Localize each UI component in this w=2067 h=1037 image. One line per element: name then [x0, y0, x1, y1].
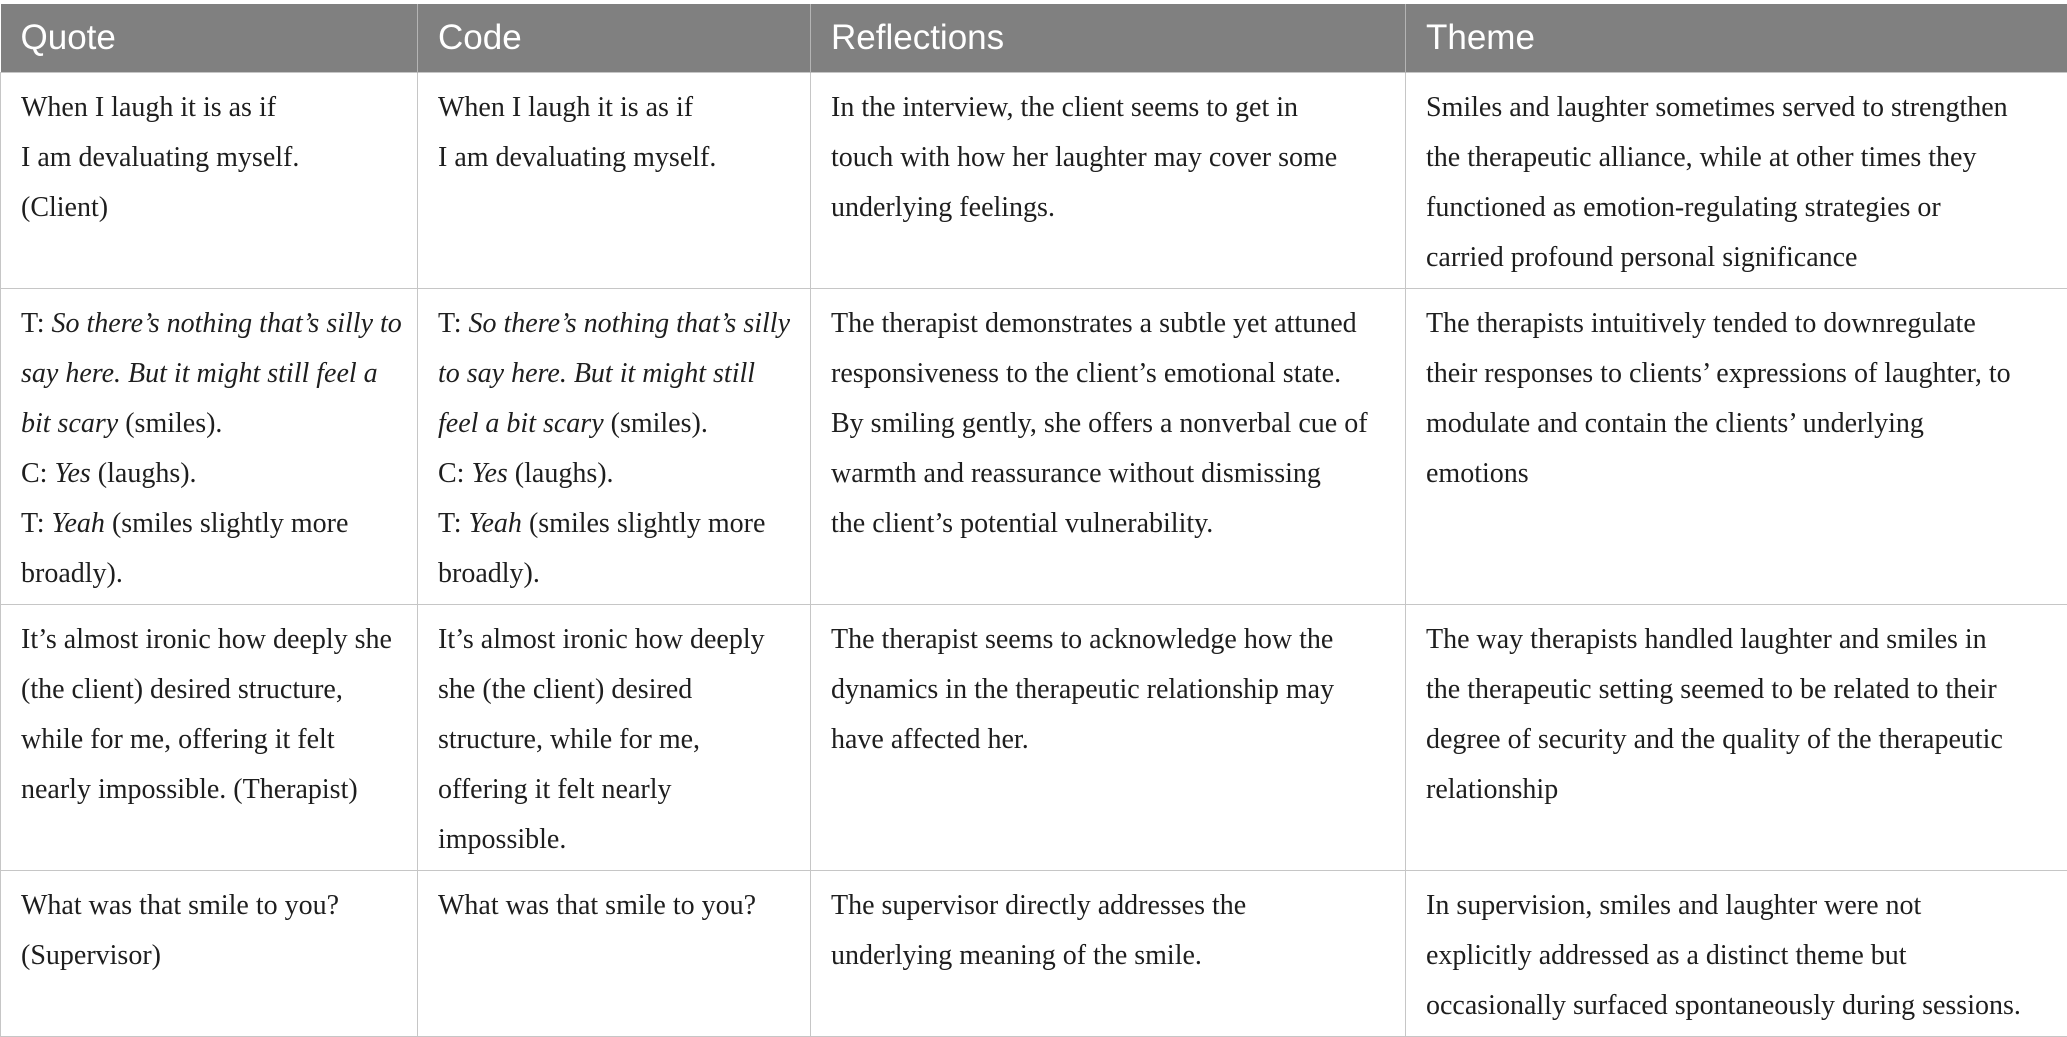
cell-line [21, 549, 397, 599]
cell-line: By smiling gently, she offers a nonverbal cue of [831, 408, 1368, 439]
reflections-cell [811, 605, 1406, 871]
header-quote: Quote [1, 4, 418, 73]
code-cell [418, 605, 811, 871]
theme-cell [1406, 871, 2067, 1037]
italic-text: Yes [54, 458, 91, 489]
data-table [0, 4, 2067, 1037]
cell-line: occasionally surfaced spontaneously during sessions. [1426, 990, 2021, 1021]
table-body [1, 73, 2067, 1037]
cell-line: In supervision, smiles and laughter were not [1426, 890, 1922, 921]
cell-line: The supervisor directly addresses the [831, 890, 1247, 921]
cell-line [21, 349, 397, 399]
cell-line: underlying meaning of the smile. [831, 940, 1202, 971]
cell-line: The therapist seems to acknowledge how the [831, 624, 1334, 655]
line-suffix: (smiles slightly more [521, 508, 766, 539]
cell-line: What was that smile to you? [21, 890, 340, 921]
reflections-cell [811, 73, 1406, 289]
cell-line: offering it felt nearly [438, 774, 672, 805]
cell-line: (Supervisor) [21, 940, 161, 971]
header-code: Code [418, 4, 811, 73]
table-row [1, 73, 2067, 289]
cell-line: the therapeutic setting seemed to be related to their [1426, 674, 1997, 705]
table-row [1, 289, 2067, 605]
quote-cell [1, 289, 418, 605]
cell-line [21, 449, 397, 499]
line-suffix: (laughs). [507, 458, 614, 489]
line-prefix: T: [438, 508, 469, 539]
cell-line: relationship [1426, 774, 1559, 805]
italic-text: Yeah [51, 508, 105, 539]
header-reflections: Reflections [811, 4, 1406, 73]
cell-line: underlying feelings. [831, 192, 1055, 223]
cell-line: the client’s potential vulnerability. [831, 508, 1214, 539]
quote-cell [1, 73, 418, 289]
cell-line: The therapists intuitively tended to downregulate [1426, 308, 1976, 339]
cell-line: It’s almost ironic how deeply [438, 624, 765, 655]
cell-line: structure, while for me, [438, 724, 701, 755]
italic-text: So there’s nothing that’s silly [468, 308, 790, 339]
line-prefix: T: [21, 308, 52, 339]
cell-line [438, 549, 790, 599]
line-suffix: (smiles). [603, 408, 708, 439]
cell-line: Smiles and laughter sometimes served to strengthen [1426, 92, 2008, 123]
code-cell [418, 289, 811, 605]
code-cell [418, 73, 811, 289]
line-prefix: broadly). [438, 558, 540, 589]
cell-line: In the interview, the client seems to get in [831, 92, 1299, 123]
cell-line: functioned as emotion-regulating strategies or [1426, 192, 1941, 223]
italic-text: to say here. But it might still [438, 358, 756, 389]
quote-cell [1, 871, 418, 1037]
cell-line [438, 349, 790, 399]
cell-line: (the client) desired structure, [21, 674, 343, 705]
theme-cell [1406, 289, 2067, 605]
line-prefix: C: [21, 458, 55, 489]
table-header [1, 4, 2067, 73]
reflections-cell [811, 289, 1406, 605]
quote-cell [1, 605, 418, 871]
table-row [1, 605, 2067, 871]
cell-line: When I laugh it is as if [21, 92, 277, 123]
cell-line: their responses to clients’ expressions of laughter, to [1426, 358, 2011, 389]
cell-line: modulate and contain the clients’ underlying [1426, 408, 1924, 439]
cell-line: warmth and reassurance without dismissing [831, 458, 1321, 489]
cell-line: dynamics in the therapeutic relationship may [831, 674, 1335, 705]
cell-line: touch with how her laughter may cover some [831, 142, 1338, 173]
line-prefix: T: [21, 508, 52, 539]
reflections-cell [811, 871, 1406, 1037]
italic-text: So there’s nothing that’s silly to [51, 308, 402, 339]
italic-text: feel a bit scary [438, 408, 604, 439]
cell-line: she (the client) desired [438, 674, 693, 705]
line-prefix: broadly). [21, 558, 123, 589]
cell-line: nearly impossible. (Therapist) [21, 774, 358, 805]
cell-line: (Client) [21, 192, 109, 223]
cell-line: carried profound personal significance [1426, 242, 1858, 273]
cell-line: responsiveness to the client’s emotional state. [831, 358, 1342, 389]
header-theme: Theme [1406, 4, 2067, 73]
cell-line: the therapeutic alliance, while at other times they [1426, 142, 1977, 173]
line-suffix: (smiles slightly more [104, 508, 349, 539]
cell-line [438, 499, 790, 549]
header-row [1, 4, 2067, 73]
theme-cell [1406, 605, 2067, 871]
table-row [1, 871, 2067, 1037]
cell-line [438, 399, 790, 449]
line-prefix: T: [438, 308, 469, 339]
cell-line: while for me, offering it felt [21, 724, 335, 755]
cell-line: It’s almost ironic how deeply she [21, 624, 392, 655]
cell-line [21, 299, 402, 349]
cell-line: emotions [1426, 458, 1529, 489]
cell-line: I am devaluating myself. [21, 142, 300, 173]
line-prefix: C: [438, 458, 472, 489]
cell-line: have affected her. [831, 724, 1029, 755]
line-suffix: (smiles). [118, 408, 223, 439]
cell-line: What was that smile to you? [438, 890, 757, 921]
cell-line [21, 499, 397, 549]
italic-text: Yeah [468, 508, 522, 539]
italic-text: say here. But it might still feel a [21, 358, 378, 389]
cell-line: The way therapists handled laughter and smiles in [1426, 624, 1987, 655]
italic-text: bit scary [21, 408, 119, 439]
cell-line [21, 399, 397, 449]
cell-line: When I laugh it is as if [438, 92, 694, 123]
cell-line: I am devaluating myself. [438, 142, 717, 173]
cell-line: explicitly addressed as a distinct theme but [1426, 940, 1907, 971]
cell-line: degree of security and the quality of the therapeutic [1426, 724, 2003, 755]
code-cell [418, 871, 811, 1037]
italic-text: Yes [471, 458, 508, 489]
line-suffix: (laughs). [90, 458, 197, 489]
cell-line [438, 299, 790, 349]
cell-line: The therapist demonstrates a subtle yet attuned [831, 308, 1357, 339]
theme-cell [1406, 73, 2067, 289]
cell-line: impossible. [438, 824, 567, 855]
cell-line [438, 449, 790, 499]
